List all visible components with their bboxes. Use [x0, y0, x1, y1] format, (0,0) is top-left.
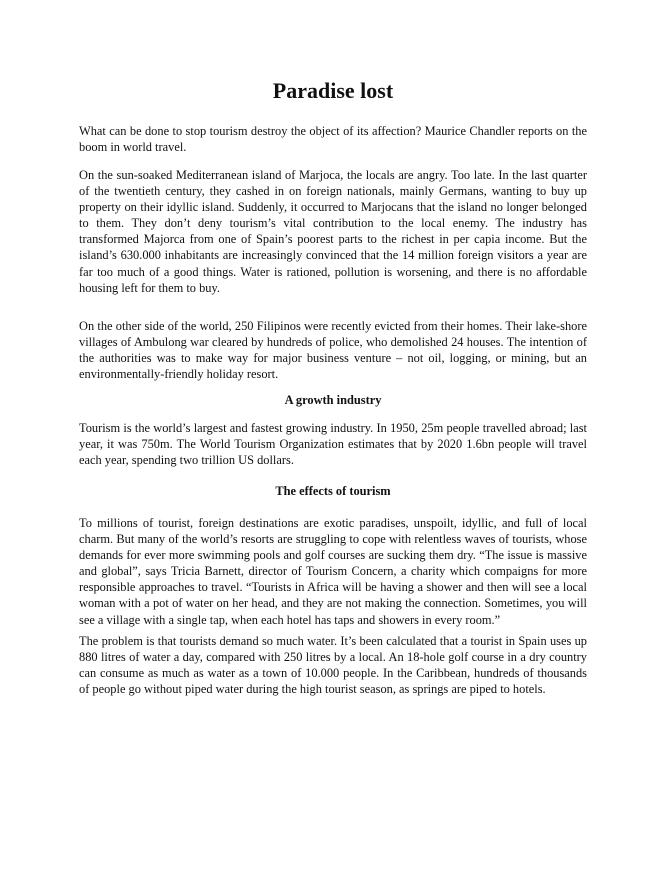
paragraph-effects: To millions of tourist, foreign destinations are exotic paradises, unspoilt, idyllic, and full of local charm. But many of the world’s resorts are struggling to cope with relentless waves of tourists, whose demands for ever more swimming pools and golf courses are sucking them dry. “The issue is massive and global”, says Tricia Barnett, director of Tourism Concern, a charity which compaigns for more responsible approaches to travel. “Tourists in Africa will be having a shower and then will see a local woman with a pot of water on her head, and they are not making the connection. Sometimes, you will see a village with a single tap, when each hotel has taps and showers in every room.” — [79, 516, 587, 627]
paragraph-growth: Tourism is the world’s largest and fastest growing industry. In 1950, 25m people travelled abroad; last year, it was 750m. The World Tourism Organization estimates that by 2020 1.6bn people will travel each year, spending two trillion US dollars. — [79, 421, 587, 468]
heading-effects-of-tourism: The effects of tourism — [275, 484, 391, 498]
heading-growth-industry: A growth industry — [284, 393, 382, 407]
paragraph-philippines: On the other side of the world, 250 Filipinos were recently evicted from their homes. Their lake-shore villages of Ambulong war cleared by hundreds of police, who demolished 24 houses. The intention of the authorities was to make way for major business venture – not oil, logging, or mining, but an environmentally-friendly holiday resort. — [79, 319, 587, 382]
paragraph-water-demand: The problem is that tourists demand so much water. It’s been calculated that a tourist in Spain uses up 880 litres of water a day, compared with 250 litres by a local. An 18-hole golf course in a dry country can consume as much as water as a town of 10.000 people. In the Caribbean, hundreds of thousands of people go without piped water during the high tourist season, as springs are piped to hotels. — [79, 634, 587, 697]
page-title: Paradise lost — [272, 78, 394, 103]
paragraph-majorca: On the sun-soaked Mediterranean island of Marjoca, the locals are angry. Too late. In the last quarter of the twentieth century, they cashed in on foreign nationals, mainly Germans, wanting to buy up property on their idyllic island. Suddenly, it occurred to Marjocans that the island no longer belonged to them. They don’t deny tourism’s vital contribution to the local enemy. The industry has transformed Majorca from one of Spain’s poorest parts to the richest in per capia income. But the island’s 630.000 inhabitants are increasingly convinced that the 14 million foreign visitors a year are far too much of a good things. Water is rationed, pollution is worsening, and there is no affordable housing left for them to buy. — [79, 168, 587, 295]
intro-paragraph: What can be done to stop tourism destroy the object of its affection? Maurice Chandler reports on the boom in world travel. — [79, 124, 587, 155]
